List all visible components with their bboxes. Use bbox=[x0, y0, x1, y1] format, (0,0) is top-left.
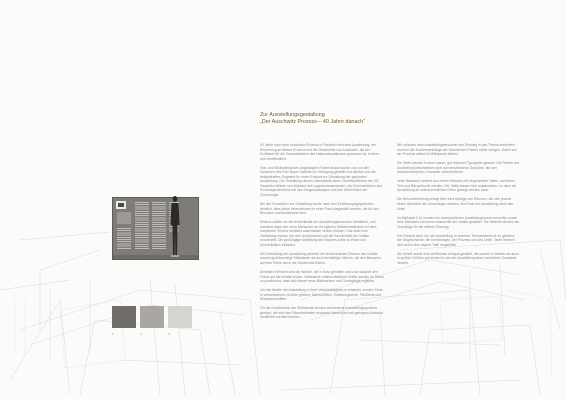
text-column-left bbox=[260, 143, 384, 325]
text-column-right bbox=[397, 143, 519, 270]
paragraph: Die Gestaltung der Ausstellung arbeitet mit verschiedenen Ebenen des Inhalts: sowohl großformatige Stellwände als auch kleinteilige Vitrinen, die den Besucher auf eine Reise durch die Geschichte führen. bbox=[260, 251, 382, 266]
swatch-3 bbox=[168, 306, 192, 328]
paragraph: Die Texte werden in einer klaren, gut lesbaren Typografie gesetzt. Die Farben der Ausstellung beschränken sich auf verschiedene Grautöne, die den dokumentarischen Charakter unterstreichen. bbox=[397, 161, 520, 175]
swatch-number: 2 bbox=[140, 332, 142, 336]
swatch-number: 1 bbox=[112, 332, 114, 336]
article-heading bbox=[260, 112, 500, 126]
wall-text-block bbox=[152, 202, 166, 250]
swatch-number: 3 bbox=[168, 332, 170, 336]
wall-base bbox=[113, 255, 198, 259]
heading-line-1: Zur Ausstellungsgestaltung bbox=[260, 112, 325, 118]
paragraph: Für die Konstruktion der Stellwände werden vorhandene Ausstellungssysteme genutzt, die sich den Räumlichkeiten anpassen lassen und mit geringem Aufwand modifiziert werden können. bbox=[260, 306, 383, 320]
paragraph: Wir möchten dem Ausstellungsbesucher den Einstieg in das Thema erleichtern und ihm die Zusammenhänge der historischen Fakten näher bringen. Dabei soll der Prozess selbst im Mittelpunkt stehen. bbox=[397, 143, 517, 157]
paragraph: Erstens sollten sie die Authentizität der Ausstellungsbesucher bestärken, und zweitens dass sich mehr Menschen an ihr eigenes Selbstverständnis mit dem komplexen Thema verstärkt auseinander setzen können. Das setzt eine Gestaltung voraus, die sich zurücknimmt und die Sachlichkeit der Inhalte hervorhebt. Die großzügige Aufteilung des Raumes sollte zu Ruhe und Konzentration einladen. bbox=[260, 220, 377, 247]
paragraph: Text- und Bildmaterial des Angeklagten Robert Mulka wurde uns von den Kuratoren des Fritz Bauer Instituts zur Verfügung gestellt und dienten uns als beispielhaftes Segment für einen Entwurf zur Gestaltung der geplanten Ausstellung. Die Gestaltung dieses Lebenslaufs eines Verantwortlichen der SS-Hauptsturmführer und Adjutant des Lagerkommandanten, die Dokumentation des Prozessgeschehens mit den Zeugenaussagen und das Urteil bilden die Chronologie. bbox=[260, 165, 383, 197]
human-figure-icon bbox=[168, 195, 182, 257]
paragraph: Zentrales Element sind die Wände, die in Grau gehalten sind und dadurch den Fokus auf die Inhalte lenken. Stellwände unterschiedlicher Breite werden im Raum so positioniert, dass sich immer neue Blickachsen und Durchgänge ergeben. bbox=[260, 270, 384, 284]
paragraph: Um die Inhalte der Ausstellung in ihrer Vielschichtigkeit zu erfassen, werden Texte in verschiedenen Größen gesetzt: Überschriften, Einleitungstexte, Fließtexte und Bildunterschriften. bbox=[260, 288, 383, 302]
exhibition-wall-image bbox=[112, 197, 199, 260]
paragraph: Als Schrift wurde eine serifenlose Antiqua gewählt, die sowohl in kleinen als auch in großen Größen gut lesbar ist und der Ausstellung einen sachlichen Charakter verleiht. bbox=[397, 251, 519, 265]
paragraph: Die Besucherführung erfolgt über eine Abfolge von Räumen, die sich jeweils einem Abschnitt der Chronologie widmen. Am Ende der Ausstellung steht das Urteil. bbox=[397, 197, 514, 211]
paragraph: 40 Jahre nach dem Auschwitz-Prozess in Frankfurt wird eine Ausstellung, die Erinnerung an diesen Prozess und die Geschichte von Auschwitz, die der Schlüssel für die Grausamkeiten des Nationalsozialismus geworden ist, fordern und veröffentlicht. bbox=[260, 143, 379, 161]
paragraph: Der Entwurf sieht vor, die Ausstellung in mehrere Themenbereiche zu gliedern: die Vorgeschichte, die Ermittlungen, der Prozess und das Urteil. Jeder Bereich wird durch eine eigene Tafel eingeleitet. bbox=[397, 233, 516, 247]
paragraph: Jede Stellwand besteht aus einem Rahmen mit eingesetzten Tafeln, auf denen Text und Bild gedruckt werden. Die Tafeln lassen sich austauschen, so dass die Ausstellung an unterschiedlichen Orten gezeigt werden kann. bbox=[397, 179, 517, 193]
wall-text-block bbox=[135, 202, 149, 250]
wall-label-block bbox=[116, 201, 126, 209]
swatch-1 bbox=[112, 306, 136, 328]
paragraph: Bei der Konzeption zur Gestaltung wurde nach den Einführungsgesprächen deutlich, dass diese Informationen in einer Form dargestellt werden, die für den Besucher nachvollziehbar sind. bbox=[260, 202, 379, 216]
wall-text-block bbox=[117, 228, 131, 250]
heading-line-2: „Der Auschwitz Prozess – 40 Jahre danach“ bbox=[260, 119, 365, 125]
paragraph: Im Maßstab 1:10 wurden ein exemplarischer Ausstellungsraum entworfen sowie eine Stellwand mit einem Ausschnitt der Inhalte gestaltet. Die Modelle dienten als Grundlage für die weitere Planung. bbox=[397, 215, 519, 229]
swatch-2 bbox=[140, 306, 164, 328]
wall-image-block bbox=[117, 212, 131, 224]
